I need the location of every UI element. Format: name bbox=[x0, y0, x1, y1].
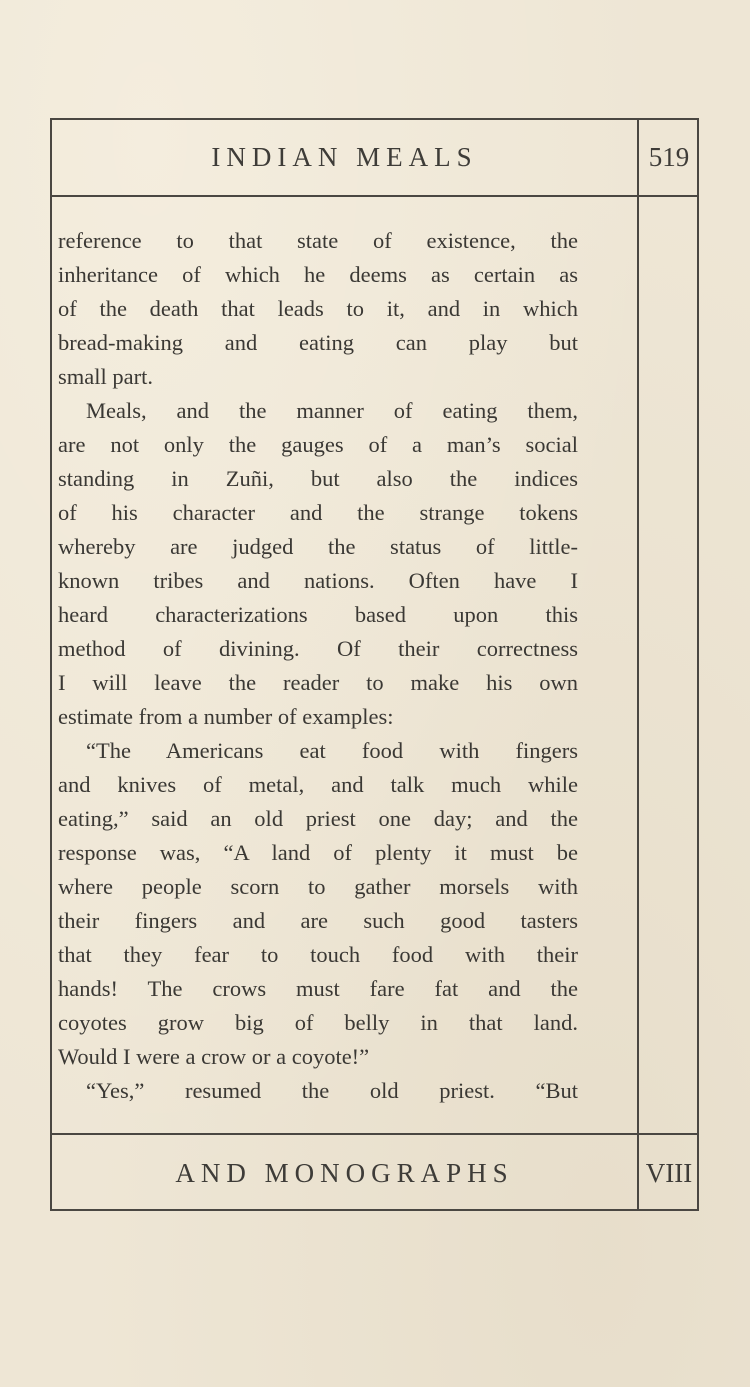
text-line: inheritance of which he deems as certain as bbox=[58, 262, 578, 287]
text-line: of his character and the strange tokens bbox=[58, 500, 578, 525]
text-line: I will leave the reader to make his own bbox=[58, 670, 578, 695]
text-line: Meals, and the manner of eating them, bbox=[86, 398, 578, 423]
text-line: small part. bbox=[58, 364, 153, 389]
text-line: estimate from a number of examples: bbox=[58, 704, 394, 729]
text-line: known tribes and nations. Often have I bbox=[58, 568, 578, 593]
text-line: and knives of metal, and talk much while bbox=[58, 772, 578, 797]
text-line: of the death that leads to it, and in which bbox=[58, 296, 578, 321]
page-number: 519 bbox=[648, 142, 690, 172]
text-line: their fingers and are such good tasters bbox=[58, 908, 578, 933]
text-line: whereby are judged the status of little- bbox=[58, 534, 578, 559]
text-line: “Yes,” resumed the old priest. “But bbox=[86, 1078, 578, 1103]
text-line: where people scorn to gather morsels with bbox=[58, 874, 578, 899]
text-line: Would I were a crow or a coyote!” bbox=[58, 1044, 370, 1069]
header-rule bbox=[52, 195, 697, 197]
running-head: INDIAN MEALS bbox=[211, 142, 478, 172]
text-line: “The Americans eat food with fingers bbox=[86, 738, 578, 763]
body-text bbox=[58, 224, 578, 1108]
text-line: hands! The crows must fare fat and the bbox=[58, 976, 578, 1001]
running-foot: AND MONOGRAPHS bbox=[175, 1157, 514, 1188]
text-line: heard characterizations based upon this bbox=[58, 602, 578, 627]
text-line: reference to that state of existence, the bbox=[58, 228, 578, 253]
text-line: bread-making and eating can play but bbox=[58, 330, 578, 355]
text-line: eating,” said an old priest one day; and the bbox=[58, 806, 578, 831]
text-line: response was, “A land of plenty it must be bbox=[58, 840, 578, 865]
volume-number: VIII bbox=[645, 1157, 693, 1188]
text-line: coyotes grow big of belly in that land. bbox=[58, 1010, 578, 1035]
text-line: are not only the gauges of a man’s social bbox=[58, 432, 578, 457]
text-line: standing in Zuñi, but also the indices bbox=[58, 466, 578, 491]
text-line: that they fear to touch food with their bbox=[58, 942, 578, 967]
margin-column-rule bbox=[637, 120, 639, 1209]
text-line: method of divining. Of their correctness bbox=[58, 636, 578, 661]
